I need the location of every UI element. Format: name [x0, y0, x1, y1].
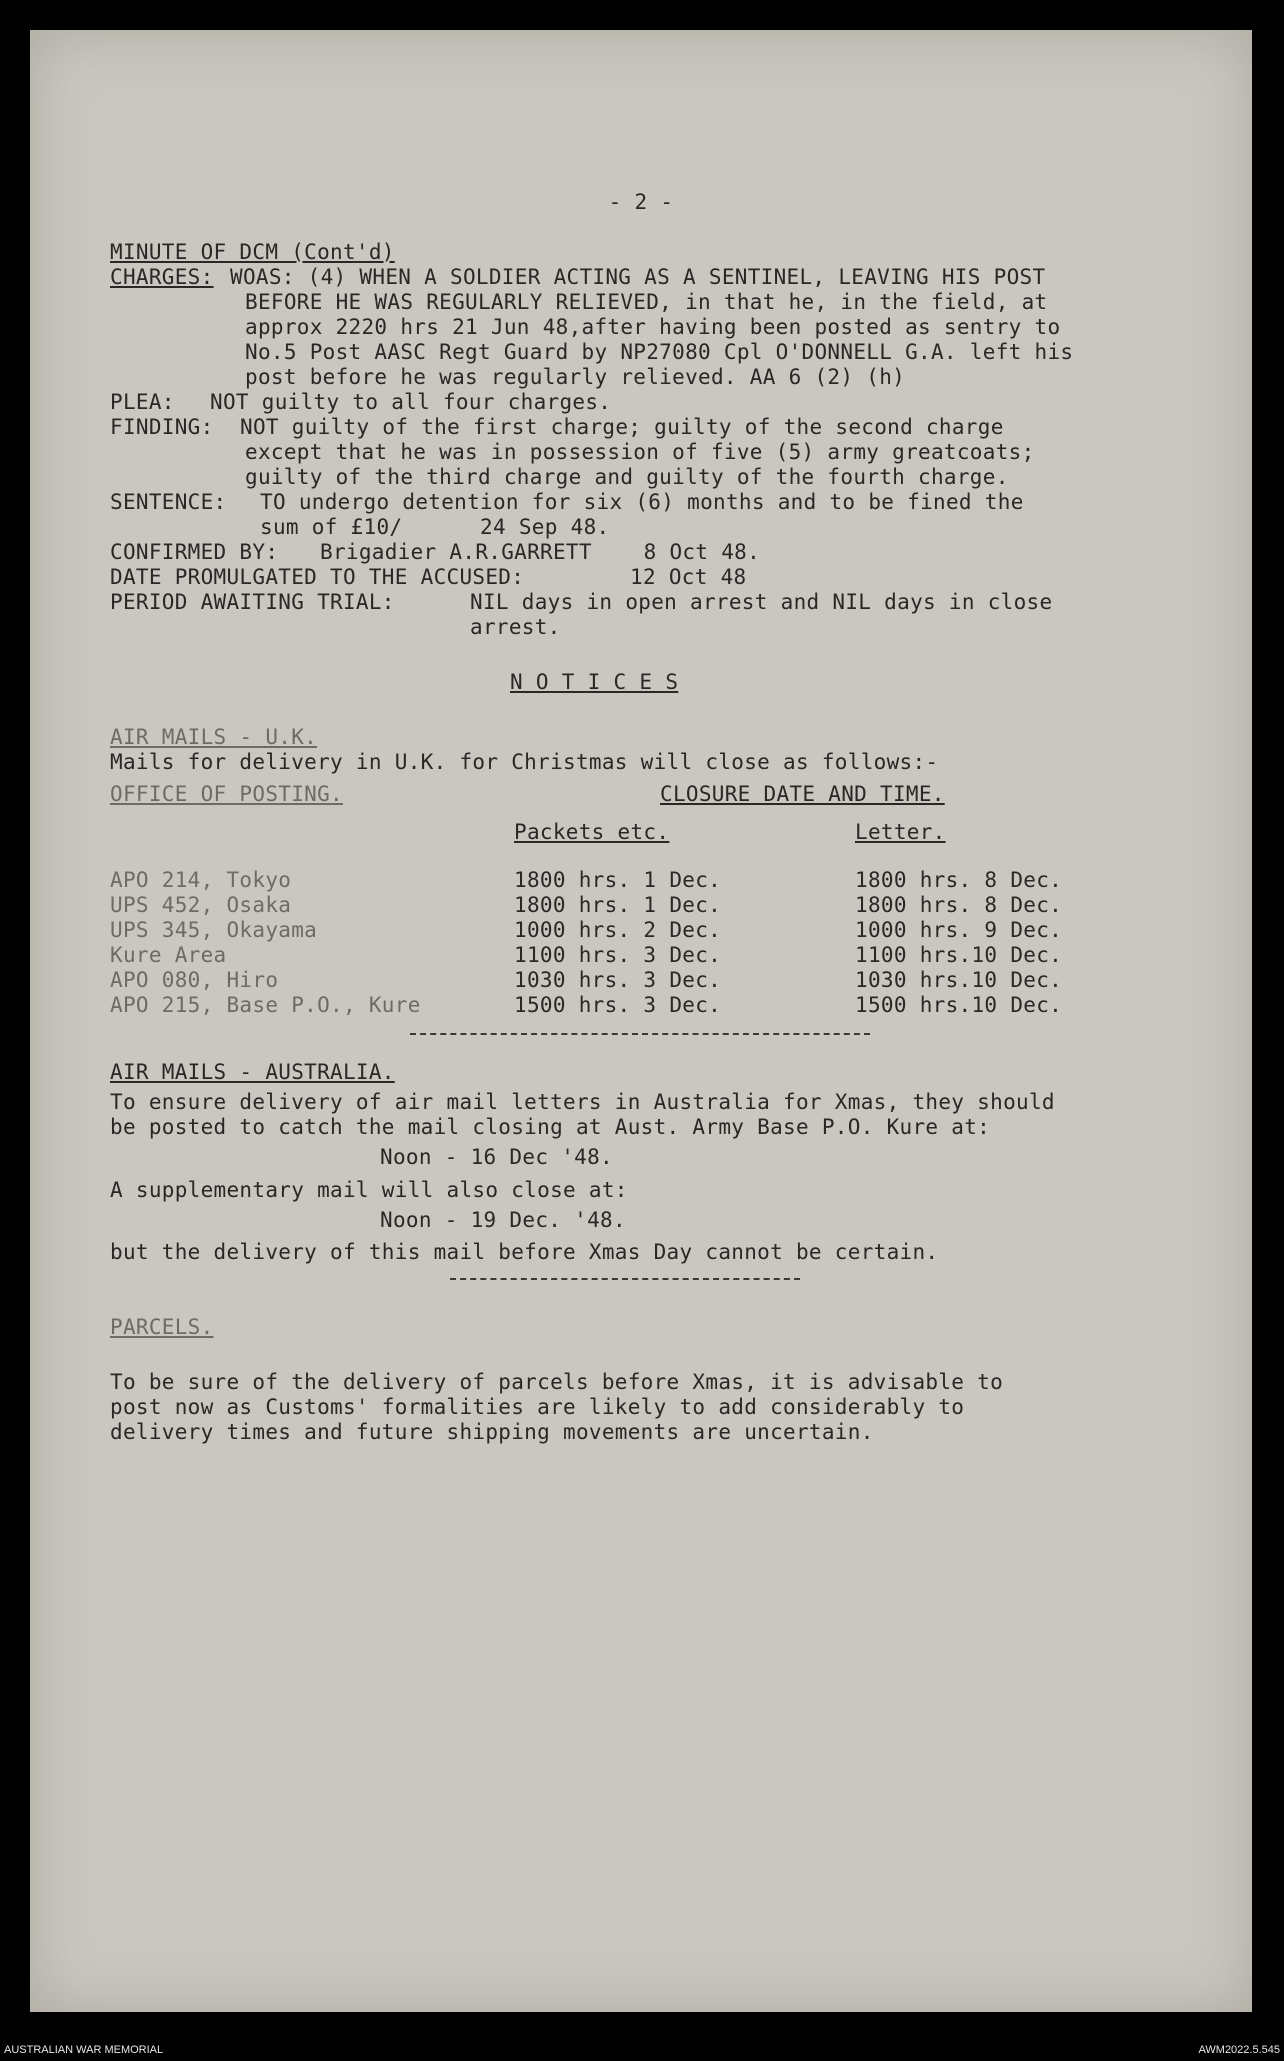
- table-row-packets: 1800 hrs. 1 Dec.: [514, 868, 722, 892]
- table-row-office: APO 080, Hiro: [110, 968, 279, 992]
- document-body: [30, 30, 1252, 2012]
- table-row-office: APO 215, Base P.O., Kure: [110, 993, 421, 1017]
- col-packets-header: Packets etc.: [514, 820, 670, 844]
- minute-heading: MINUTE OF DCM (Cont'd): [110, 240, 395, 264]
- notices-heading: N O T I C E S: [510, 670, 679, 694]
- confirmed-text: Brigadier A.R.GARRETT 8 Oct 48.: [320, 540, 761, 564]
- charges-line: BEFORE HE WAS REGULARLY RELIEVED, in that he, in the field, at: [245, 290, 1048, 314]
- charges-line: No.5 Post AASC Regt Guard by NP27080 Cpl O'DONNELL G.A. left his: [245, 340, 1074, 364]
- plea-text: NOT guilty to all four charges.: [210, 390, 612, 414]
- australia-closing-time: Noon - 16 Dec '48.: [380, 1145, 613, 1169]
- plea-label: PLEA:: [110, 390, 175, 414]
- table-row-letter: 1500 hrs.10 Dec.: [855, 993, 1063, 1017]
- section-divider: [450, 1278, 800, 1280]
- australia-closing-time: Noon - 19 Dec. '48.: [380, 1208, 626, 1232]
- charges-line: WOAS: (4) WHEN A SOLDIER ACTING AS A SENTINEL, LEAVING HIS POST: [230, 265, 1046, 289]
- awaiting-line: arrest.: [470, 615, 561, 639]
- table-row-packets: 1100 hrs. 3 Dec.: [514, 943, 722, 967]
- finding-line: except that he was in possession of five (5) army greatcoats;: [245, 440, 1035, 464]
- air-mails-uk-heading: AIR MAILS - U.K.: [110, 725, 318, 749]
- parcels-heading: PARCELS.: [110, 1315, 214, 1339]
- finding-label: FINDING:: [110, 415, 214, 439]
- australia-line: be posted to catch the mail closing at Aust. Army Base P.O. Kure at:: [110, 1115, 991, 1139]
- table-row-office: APO 214, Tokyo: [110, 868, 292, 892]
- table-row-office: UPS 345, Okayama: [110, 918, 318, 942]
- charges-line: approx 2220 hrs 21 Jun 48,after having been posted as sentry to: [245, 315, 1061, 339]
- promulgated-text: 12 Oct 48: [630, 565, 747, 589]
- parcels-line: post now as Customs' formalities are likely to add considerably to: [110, 1395, 965, 1419]
- charges-label: CHARGES:: [110, 265, 214, 289]
- col-office-header: OFFICE OF POSTING.: [110, 782, 343, 806]
- awaiting-label: PERIOD AWAITING TRIAL:: [110, 590, 395, 614]
- table-row-packets: 1000 hrs. 2 Dec.: [514, 918, 722, 942]
- footer-institution: AUSTRALIAN WAR MEMORIAL: [4, 2044, 164, 2056]
- table-row-packets: 1030 hrs. 3 Dec.: [514, 968, 722, 992]
- paper-sheet: [30, 30, 1252, 2012]
- parcels-line: delivery times and future shipping movements are uncertain.: [110, 1420, 874, 1444]
- col-closure-header: CLOSURE DATE AND TIME.: [660, 782, 945, 806]
- table-row-packets: 1800 hrs. 1 Dec.: [514, 893, 722, 917]
- parcels-line: To be sure of the delivery of parcels before Xmas, it is advisable to: [110, 1370, 1004, 1394]
- sentence-label: SENTENCE:: [110, 490, 227, 514]
- sentence-line: sum of £10/ 24 Sep 48.: [260, 515, 610, 539]
- air-mails-uk-intro: Mails for delivery in U.K. for Christmas will close as follows:-: [110, 750, 939, 774]
- table-row-office: UPS 452, Osaka: [110, 893, 292, 917]
- air-mails-australia-heading: AIR MAILS - AUSTRALIA.: [110, 1060, 395, 1084]
- table-row-letter: 1030 hrs.10 Dec.: [855, 968, 1063, 992]
- table-row-packets: 1500 hrs. 3 Dec.: [514, 993, 722, 1017]
- australia-line: To ensure delivery of air mail letters in Australia for Xmas, they should: [110, 1090, 1055, 1114]
- col-letter-header: Letter.: [855, 820, 946, 844]
- section-divider: [410, 1033, 870, 1035]
- table-row-letter: 1000 hrs. 9 Dec.: [855, 918, 1063, 942]
- finding-line: guilty of the third charge and guilty of the fourth charge.: [245, 465, 1009, 489]
- table-row-office: Kure Area: [110, 943, 227, 967]
- finding-line: NOT guilty of the first charge; guilty of the second charge: [240, 415, 1004, 439]
- sentence-line: TO undergo detention for six (6) months and to be fined the: [260, 490, 1024, 514]
- australia-line: A supplementary mail will also close at:: [110, 1178, 628, 1202]
- promulgated-label: DATE PROMULGATED TO THE ACCUSED:: [110, 565, 525, 589]
- confirmed-label: CONFIRMED BY:: [110, 540, 279, 564]
- table-row-letter: 1100 hrs.10 Dec.: [855, 943, 1063, 967]
- charges-line: post before he was regularly relieved. AA 6 (2) (h): [245, 365, 906, 389]
- footer-accession-number: AWM2022.5.545: [1198, 2044, 1280, 2056]
- australia-line: but the delivery of this mail before Xmas Day cannot be certain.: [110, 1240, 939, 1264]
- awaiting-line: NIL days in open arrest and NIL days in close: [470, 590, 1053, 614]
- page-number: - 2 -: [608, 190, 674, 214]
- table-row-letter: 1800 hrs. 8 Dec.: [855, 893, 1063, 917]
- table-row-letter: 1800 hrs. 8 Dec.: [855, 868, 1063, 892]
